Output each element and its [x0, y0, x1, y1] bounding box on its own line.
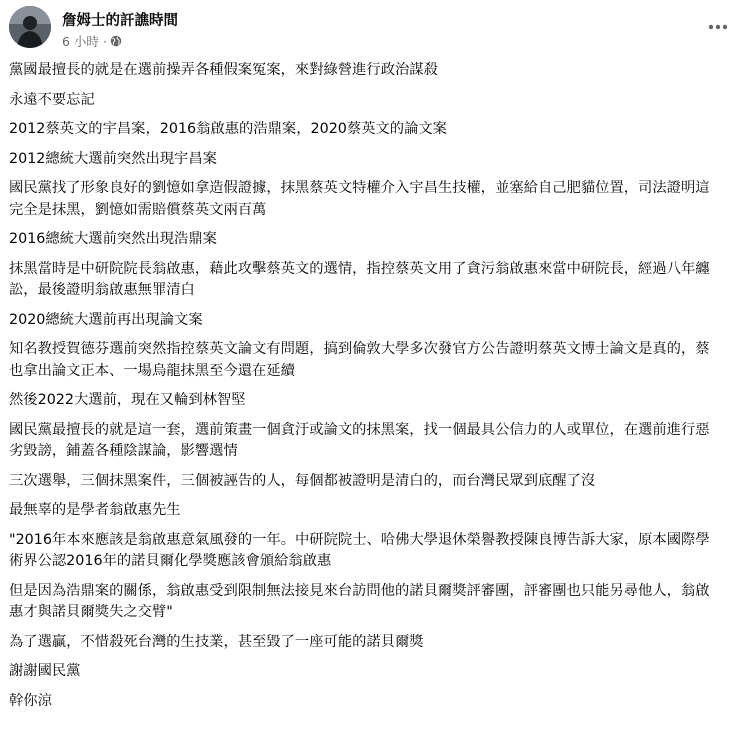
post-paragraph: 然後2022大選前，現在又輪到林智堅 [9, 392, 246, 408]
globe-icon[interactable] [110, 35, 122, 47]
post-timestamp[interactable]: 6 小時 [62, 34, 99, 49]
post-paragraph: "2016年本來應該是翁啟惠意氣風發的一年。中研院院士、哈佛大學退休榮譽教授陳良博告訴大家，原本國際學術界公認2016年的諾貝爾化學獎應該會頒給翁啟惠 [9, 531, 710, 569]
post-paragraph: 三次選舉，三個抹黑案件，三個被誣告的人，每個都被證明是清白的，而台灣民眾到底醒了沒 [9, 472, 596, 489]
author-name[interactable]: 詹姆士的訐譙時間 [62, 13, 178, 29]
post-paragraph: 2012總統大選前突然出現宇昌案 [9, 150, 217, 167]
post-paragraph: 2012蔡英文的宇昌案，2016翁啟惠的浩鼎案，2020蔡英文的論文案 [9, 121, 447, 137]
avatar[interactable] [9, 6, 51, 48]
post-paragraph: 永遠不要忘記 [9, 91, 95, 108]
post-paragraph: 國民黨最擅長的就是這一套，選前策畫一個貪汙或論文的抹黑案，找一個最具公信力的人或單位，在選前進行惡劣毀謗，鋪蓋各種陰謀論，影響選情 [9, 421, 710, 459]
post-paragraph: 國民黨找了形象良好的劉憶如拿造假證據，抹黑蔡英文特權介入宇昌生技權，並塞給自己肥貓位置，司法證明這完全是抹黑，劉憶如需賠償蔡英文兩百萬 [9, 180, 710, 218]
post-paragraph: 但是因為浩鼎案的關係，翁啟惠受到限制無法接見來台訪問他的諾貝爾獎評審團，評審團也只能另尋他人，翁啟惠才與諾貝爾獎失之交臂" [9, 582, 710, 620]
more-options-button[interactable] [703, 12, 733, 42]
post-paragraph: 抹黑當時是中研院院長翁啟惠，藉此攻擊蔡英文的選情，指控蔡英文用了貪污翁啟惠來當中研院長，經過八年纏訟，最後證明翁啟惠無罪清白 [9, 260, 710, 298]
post-paragraph: 黨國最擅長的就是在選前操弄各種假案冤案，來對綠營進行政治謀殺 [9, 62, 438, 78]
post-paragraph: 最無辜的是學者翁啟惠先生 [9, 502, 181, 518]
post-paragraph: 2020總統大選前再出現論文案 [9, 311, 203, 328]
post-paragraph: 謝謝國民黨 [9, 663, 81, 679]
post-meta [62, 32, 122, 50]
avatar-photo [9, 6, 51, 48]
more-horizontal-icon [708, 24, 728, 30]
post-header [9, 6, 709, 54]
post-body [9, 60, 721, 720]
post-paragraph: 知名教授賀德芬選前突然指控蔡英文論文有問題，搞到倫敦大學多次發官方公告證明蔡英文博士論文是真的，蔡也拿出論文正本、一場烏龍抹黑至今還在延續 [9, 341, 710, 379]
meta-separator: · [102, 33, 107, 49]
post-paragraph: 2016總統大選前突然出現浩鼎案 [9, 231, 217, 247]
post-paragraph: 為了選贏，不惜殺死台灣的生技業，甚至毀了一座可能的諾貝爾獎 [9, 633, 424, 650]
post-paragraph: 幹你涼 [9, 692, 52, 709]
